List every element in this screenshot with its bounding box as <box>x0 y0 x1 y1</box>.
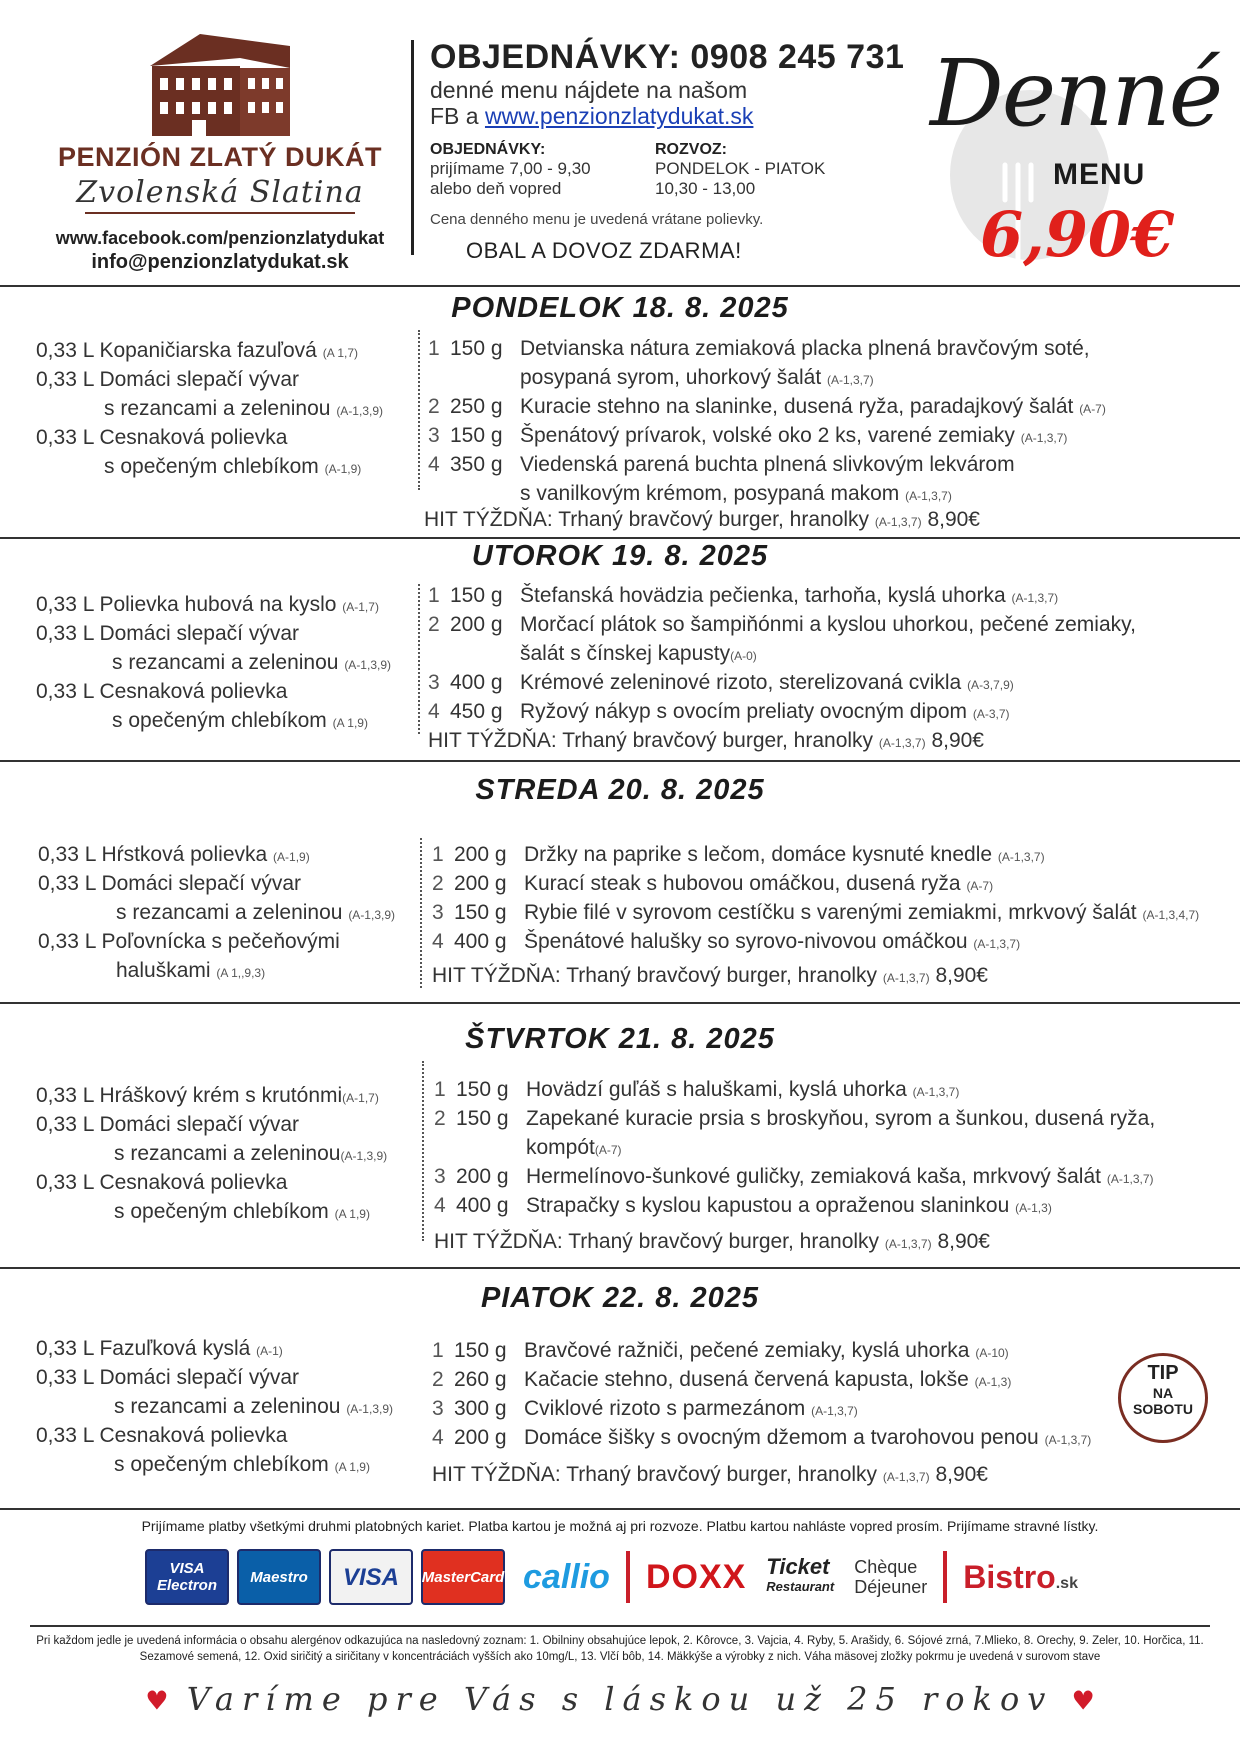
main-number: 3 <box>432 901 444 924</box>
main-weight: 450 g <box>450 700 503 723</box>
logo-block <box>40 28 400 274</box>
main-item <box>428 334 1218 363</box>
soup-item <box>36 365 416 394</box>
day-title: PIATOK 22. 8. 2025 <box>480 1282 760 1314</box>
orders-col1-title: OBJEDNÁVKY: <box>430 141 546 158</box>
main-item-cont <box>428 479 1218 508</box>
day-title: ŠTVRTOK 21. 8. 2025 <box>465 1023 775 1055</box>
doxx-logo: DOXX <box>645 1557 747 1596</box>
dotted-divider <box>418 584 420 734</box>
main-text: Zapekané kuracie prsia s broskyňou, syrom a šunkou, dusená ryža, <box>526 1107 1156 1130</box>
ticket-restaurant-logo <box>766 1554 835 1597</box>
callio-logo: callio <box>523 1557 610 1596</box>
orders-col1-line1: prijímame 7,00 - 9,30 <box>430 159 591 178</box>
main-weight: 150 g <box>450 584 503 607</box>
email-link[interactable]: info@penzionzlatydukat.sk <box>91 251 349 273</box>
main-text: Detvianska nátura zemiaková placka plnená bravčovým soté, <box>520 337 1090 360</box>
allergens: (A-1,3,9) <box>336 404 383 418</box>
orders-phone: OBJEDNÁVKY: 0908 245 731 <box>430 38 905 76</box>
soup-item <box>38 869 418 898</box>
soup-item <box>36 619 416 648</box>
main-number: 1 <box>432 1339 444 1362</box>
main-weight: 150 g <box>450 337 503 360</box>
section-divider <box>0 537 1240 539</box>
main-item <box>434 1104 1224 1133</box>
allergens: (A 1,9) <box>334 1207 370 1221</box>
allergens: (A-7) <box>966 879 994 893</box>
main-text: Hovädzí guľáš s haluškami, kyslá uhorka <box>526 1078 907 1101</box>
allergens: (A-1,3,7) <box>912 1085 960 1099</box>
soup-item <box>36 1334 416 1363</box>
main-number: 4 <box>434 1194 446 1217</box>
orders-line2-prefix: FB a <box>430 103 485 129</box>
allergens: (A-1,3,7) <box>997 850 1045 864</box>
soup-item-cont <box>36 648 416 677</box>
soup-item-cont <box>36 706 416 735</box>
main-weight: 150 g <box>450 424 503 447</box>
hit-text: HIT TÝŽDŇA: Trhaný bravčový burger, hranolky <box>428 729 874 752</box>
soup-text: s opečeným chlebíkom <box>104 455 319 478</box>
soup-item <box>36 1421 416 1450</box>
main-text: Špenátový prívarok, volské oko 2 ks, varené zemiaky <box>520 424 1015 447</box>
daily-menu-label: MENU <box>1053 158 1146 191</box>
allergens: (A-10) <box>975 1346 1009 1360</box>
allergens: (A-1,3,9) <box>346 1402 393 1416</box>
day-title: PONDELOK 18. 8. 2025 <box>451 292 789 324</box>
main-item <box>428 697 1218 726</box>
soup-item <box>36 1110 416 1139</box>
main-number: 1 <box>428 337 440 360</box>
allergens: (A-1,3,4,7) <box>1142 908 1200 922</box>
allergens: (A-1) <box>256 1344 283 1358</box>
main-weight: 300 g <box>454 1397 507 1420</box>
logo-underline <box>85 212 355 214</box>
allergens: (A-1,3) <box>974 1375 1012 1389</box>
main-item <box>432 869 1222 898</box>
main-number: 4 <box>428 453 440 476</box>
slogan <box>0 1680 1240 1718</box>
cheque-line1: Chèque <box>854 1557 918 1577</box>
hit-of-week <box>432 961 988 991</box>
main-text: posypaná syrom, uhorkový šalát <box>520 366 822 389</box>
soup-item <box>36 677 416 706</box>
soup-item-cont <box>36 1139 416 1168</box>
main-item-cont <box>428 363 1218 392</box>
hit-text: HIT TÝŽDŇA: Trhaný bravčový burger, hranolky <box>432 1463 878 1486</box>
main-item <box>434 1162 1224 1191</box>
day-title: UTOROK 19. 8. 2025 <box>471 540 769 572</box>
main-number: 2 <box>428 613 440 636</box>
main-text: Kuracie stehno na slaninke, dusená ryža, paradajkový šalát <box>520 395 1074 418</box>
hit-of-week <box>434 1227 990 1257</box>
main-number: 2 <box>432 1368 444 1391</box>
bistro-label: Bistro <box>963 1558 1056 1595</box>
soup-item <box>38 840 418 869</box>
heart-icon: ♥ <box>145 1686 169 1717</box>
dotted-divider <box>418 330 420 490</box>
heart-icon: ♥ <box>1071 1686 1095 1717</box>
main-item <box>428 450 1218 479</box>
main-weight: 260 g <box>454 1368 507 1391</box>
orders-col-ordering <box>430 141 655 199</box>
tip-line2: NA <box>1152 1385 1174 1401</box>
allergens: (A-1,3,7) <box>973 937 1021 951</box>
main-number: 4 <box>432 930 444 953</box>
main-item-cont <box>434 1133 1224 1162</box>
day-title: STREDA 20. 8. 2025 <box>475 774 765 806</box>
allergens: (A-1,9) <box>324 462 362 476</box>
allergens: (A-1,3,9) <box>340 1149 388 1163</box>
main-item <box>432 1423 1222 1452</box>
soup-item-cont <box>38 956 418 985</box>
main-text: Špenátové halušky so syrovo-nivovou omáčkou <box>524 930 968 953</box>
daily-menu-badge <box>930 30 1220 280</box>
main-item <box>428 668 1218 697</box>
main-text: Strapačky s kyslou kapustou a opraženou slaninkou <box>526 1194 1010 1217</box>
main-weight: 200 g <box>456 1165 509 1188</box>
hit-of-week <box>432 1460 988 1490</box>
tip-for-saturday-badge <box>1118 1353 1208 1443</box>
allergens: (A-1,3,7) <box>905 489 952 503</box>
soup-item-cont <box>36 1450 416 1479</box>
main-number: 1 <box>428 584 440 607</box>
soup-text: s rezancami a zeleninou <box>112 651 339 674</box>
main-text: Kačacie stehno, dusená červená kapusta, lokše <box>524 1368 969 1391</box>
dotted-divider <box>420 838 422 988</box>
main-number: 3 <box>434 1165 446 1188</box>
main-number: 4 <box>432 1426 444 1449</box>
main-text: Štefanská hovädzia pečienka, tarhoňa, kyslá uhorka <box>520 584 1006 607</box>
orders-block <box>430 38 950 264</box>
mains-list <box>428 334 1218 508</box>
logo-place: Zvolenská Slatina <box>76 175 364 210</box>
slogan-text: Varíme pre Vás s láskou už 25 rokov <box>186 1680 1054 1718</box>
orders-col2-line1: PONDELOK - PIATOK <box>655 159 826 178</box>
soup-item <box>36 336 416 365</box>
soup-item <box>36 423 416 452</box>
section-divider <box>0 1508 1240 1510</box>
soup-item <box>38 927 418 956</box>
section-divider <box>0 1002 1240 1004</box>
ticket-sub-label: Restaurant <box>766 1579 835 1594</box>
mains-list <box>432 840 1222 956</box>
main-text: Rybie filé v syrovom cestíčku s varenými zemiakmi, mrkvový šalát <box>524 901 1137 924</box>
main-text: Hermelínovo-šunkové guličky, zemiaková kaša, mrkvový šalát <box>526 1165 1101 1188</box>
soup-item <box>36 1081 416 1110</box>
main-item <box>432 1336 1222 1365</box>
main-number: 1 <box>434 1078 446 1101</box>
allergen-note: Pri každom jedle je uvedená informácia o obsahu alergénov odkazujúca na nasledovný zoznam: 1. Obilniny obsahujúce lepok, 2. Kôrovce, 3. Vajcia, 4. Ryby, 5. Arašidy, 6. Sójové zrná, 7.Mlieko, 8. Orechy, 9. Zeler, 10. Horčica, 11. Sezamové semená, 12. Oxid siričitý a siričitany v koncentráciách vyšších ako 10mg/L, 13. Vlčí bôb, 14. Mäkkýše a výrobky z nich. Váha mäsovej zložky pokrmu je uvedená v surovom stave <box>30 1625 1210 1665</box>
main-text: Kurací steak s hubovou omáčkou, dusená ryža <box>524 872 961 895</box>
menu-price: 6,90€ <box>980 198 1175 271</box>
allergens: (A-1,7) <box>342 1091 379 1105</box>
allergens: (A-1,3,7) <box>1011 591 1059 605</box>
main-item <box>428 610 1218 639</box>
allergens: (A-1,3,9) <box>348 908 395 922</box>
soup-text: s rezancami a zeleninou <box>114 1142 341 1165</box>
soup-item-cont <box>36 1392 416 1421</box>
soup-item <box>36 590 416 619</box>
allergens: (A-1,9) <box>273 850 310 864</box>
main-item <box>428 581 1218 610</box>
allergens: (A-1,3,7) <box>874 515 922 529</box>
soups-list <box>36 336 416 481</box>
hit-text: HIT TÝŽDŇA: Trhaný bravčový burger, hranolky <box>424 508 870 531</box>
main-weight: 400 g <box>454 930 507 953</box>
main-item <box>428 392 1218 421</box>
main-item <box>432 927 1222 956</box>
orders-col2-title: ROZVOZ: <box>655 141 727 158</box>
soups-list <box>36 590 416 735</box>
soup-text: s rezancami a zeleninou <box>114 1395 341 1418</box>
soup-text: 0,33 L Cesnaková polievka <box>36 680 288 703</box>
soup-text: 0,33 L Kopaničiarska fazuľová <box>36 339 317 362</box>
allergens: (A 1,,9,3) <box>216 966 266 980</box>
main-weight: 150 g <box>456 1078 509 1101</box>
main-weight: 150 g <box>456 1107 509 1130</box>
hit-price: 8,90€ <box>927 508 980 531</box>
main-item <box>434 1191 1224 1220</box>
orders-line2 <box>430 103 950 129</box>
soup-text: s rezancami a zeleninou <box>116 901 343 924</box>
allergens: (A-1,3) <box>1015 1201 1052 1215</box>
soup-text: 0,33 L Fazuľková kyslá <box>36 1337 251 1360</box>
orders-col1-line2: alebo deň vopred <box>430 179 562 198</box>
allergens: (A-1,3,9) <box>344 658 391 672</box>
free-delivery-note: OBAL A DOVOZ ZDARMA! <box>466 238 742 263</box>
main-item <box>432 1365 1222 1394</box>
main-text: Domáce šišky s ovocným džemom a tvarohovou penou <box>524 1426 1039 1449</box>
header <box>0 0 1240 285</box>
mastercard-logo: MasterCard <box>421 1549 505 1605</box>
hit-price: 8,90€ <box>935 1463 988 1486</box>
website-link[interactable]: www.penzionzlatydukat.sk <box>484 103 754 129</box>
soups-list <box>38 840 418 985</box>
main-number: 2 <box>434 1107 446 1130</box>
main-item <box>432 1394 1222 1423</box>
main-weight: 350 g <box>450 453 503 476</box>
main-item <box>432 898 1222 927</box>
logo-name: PENZIÓN ZLATÝ DUKÁT <box>58 142 382 172</box>
main-weight: 400 g <box>456 1194 509 1217</box>
soup-text: 0,33 L Domáci slepačí vývar <box>38 872 302 895</box>
main-weight: 200 g <box>454 1426 507 1449</box>
allergens: (A-1,3,7) <box>882 971 930 985</box>
allergens: (A-1,3,7) <box>1044 1433 1092 1447</box>
main-weight: 250 g <box>450 395 503 418</box>
main-item <box>432 840 1222 869</box>
logo-divider <box>626 1551 630 1603</box>
main-number: 3 <box>428 671 440 694</box>
main-weight: 150 g <box>454 901 507 924</box>
hit-of-week <box>428 726 984 756</box>
soup-text: 0,33 L Cesnaková polievka <box>36 1171 288 1194</box>
main-number: 2 <box>432 872 444 895</box>
main-weight: 200 g <box>454 872 507 895</box>
soup-text: 0,33 L Cesnaková polievka <box>36 426 288 449</box>
orders-line1: denné menu nájdete na našom <box>430 77 748 103</box>
logo-divider <box>943 1551 947 1603</box>
allergens: (A-1,3,7) <box>827 373 874 387</box>
payment-logos <box>145 1547 1225 1607</box>
day-monday <box>0 290 1240 535</box>
allergens: (A-1,3,7) <box>882 1470 930 1484</box>
visa-electron-logo: VISA Electron <box>145 1549 229 1605</box>
main-weight: 200 g <box>450 613 503 636</box>
allergens: (A-0) <box>730 649 757 663</box>
main-text: Viedenská parená buchta plnená slivkovým lekvárom <box>520 453 1015 476</box>
allergens: (A-1,3,7) <box>878 736 926 750</box>
soup-text: 0,33 L Domáci slepačí vývar <box>36 1366 300 1389</box>
soup-item-cont <box>36 452 416 481</box>
header-divider <box>411 40 414 255</box>
main-number: 3 <box>432 1397 444 1420</box>
main-number: 4 <box>428 700 440 723</box>
tip-line3: SOBOTU <box>1133 1401 1193 1417</box>
main-number: 1 <box>432 843 444 866</box>
orders-col-delivery <box>655 141 880 199</box>
mains-list <box>432 1336 1222 1452</box>
soups-list <box>36 1081 416 1226</box>
building-logo-icon <box>140 28 300 138</box>
hit-price: 8,90€ <box>937 1230 990 1253</box>
soup-text: haluškami <box>116 959 211 982</box>
soup-text: 0,33 L Cesnaková polievka <box>36 1424 288 1447</box>
main-item <box>434 1075 1224 1104</box>
facebook-link[interactable]: www.facebook.com/penzionzlatydukat <box>55 228 385 248</box>
main-text: Bravčové ražniči, pečené zemiaky, kyslá uhorka <box>524 1339 970 1362</box>
allergens: (A-1,7) <box>342 600 379 614</box>
soup-item-cont <box>36 394 416 423</box>
allergens: (A-1,3,7) <box>884 1237 932 1251</box>
soup-text: 0,33 L Domáci slepačí vývar <box>36 368 300 391</box>
allergens: (A-7) <box>594 1143 622 1157</box>
cheque-line2: Déjeuner <box>854 1577 928 1597</box>
soup-text: s opečeným chlebíkom <box>114 1453 329 1476</box>
allergens: (A-1,3,7) <box>1106 1172 1154 1186</box>
main-text: Cviklové rizoto s parmezánom <box>524 1397 806 1420</box>
hit-text: HIT TÝŽDŇA: Trhaný bravčový burger, hranolky <box>434 1230 880 1253</box>
section-divider <box>0 285 1240 287</box>
main-text: Ryžový nákyp s ovocím preliaty ovocným dipom <box>520 700 967 723</box>
soup-text: 0,33 L Hráškový krém s krutónmi <box>36 1084 343 1107</box>
main-weight: 400 g <box>450 671 503 694</box>
allergens: (A-1,3,7) <box>1020 431 1068 445</box>
main-text: Držky na paprike s lečom, domáce kysnuté knedle <box>524 843 993 866</box>
main-weight: 150 g <box>454 1339 507 1362</box>
main-item <box>428 421 1218 450</box>
soup-text: s rezancami a zeleninou <box>104 397 331 420</box>
hit-price: 8,90€ <box>935 964 988 987</box>
main-number: 2 <box>428 395 440 418</box>
main-text: Krémové zeleninové rizoto, sterelizovaná cvikla <box>520 671 962 694</box>
main-number: 3 <box>428 424 440 447</box>
allergens: (A-3,7,9) <box>967 678 1014 692</box>
allergens: (A-3,7) <box>972 707 1010 721</box>
day-tuesday <box>0 540 1240 755</box>
bistro-logo <box>963 1559 1078 1596</box>
main-weight: 200 g <box>454 843 507 866</box>
payments-note: Prijímame platby všetkými druhmi platobných kariet. Platba kartou je možná aj pri rozvoze. Platbu kartou nahláste vopred prosím. Prijímame stravné lístky. <box>141 1518 1099 1534</box>
mains-list <box>428 581 1218 726</box>
hit-of-week <box>424 505 980 535</box>
bistro-sk-label: .sk <box>1055 1574 1078 1592</box>
allergens: (A 1,9) <box>332 716 368 730</box>
orders-col2-line2: 10,30 - 13,00 <box>655 179 756 198</box>
main-text: s vanilkovým krémom, posypaná makom <box>520 482 900 505</box>
price-note: Cena denného menu je uvedená vrátane polievky. <box>430 211 764 228</box>
section-divider <box>0 1267 1240 1269</box>
soup-text: 0,33 L Hŕstková polievka <box>38 843 268 866</box>
ticket-label: Ticket <box>766 1554 830 1579</box>
allergens: (A-7) <box>1079 402 1106 416</box>
day-wednesday <box>0 762 1240 1000</box>
soup-text: 0,33 L Domáci slepačí vývar <box>36 1113 300 1136</box>
main-text: šalát s čínskej kapusty <box>520 642 731 665</box>
soup-text: s opečeným chlebíkom <box>112 709 327 732</box>
dotted-divider <box>422 1061 424 1241</box>
allergens: (A 1,7) <box>322 346 359 360</box>
hit-price: 8,90€ <box>931 729 984 752</box>
soup-item-cont <box>38 898 418 927</box>
main-item-cont <box>428 639 1218 668</box>
soup-text: 0,33 L Poľovnícka s pečeňovými <box>38 930 340 953</box>
day-thursday <box>0 1005 1240 1265</box>
orders-columns <box>430 141 950 199</box>
soup-text: 0,33 L Polievka hubová na kyslo <box>36 593 337 616</box>
soups-list <box>36 1334 416 1479</box>
mains-list <box>434 1075 1224 1220</box>
soup-item-cont <box>36 1197 416 1226</box>
soup-item <box>36 1168 416 1197</box>
soup-text: 0,33 L Domáci slepačí vývar <box>36 622 300 645</box>
soup-item <box>36 1363 416 1392</box>
daily-title: Denné <box>930 40 1222 147</box>
allergens: (A-1,3,7) <box>811 1404 858 1418</box>
main-text: Morčací plátok so šampiňónmi a kyslou uhorkou, pečené zemiaky, <box>520 613 1136 636</box>
hit-text: HIT TÝŽDŇA: Trhaný bravčový burger, hranolky <box>432 964 878 987</box>
maestro-logo: Maestro <box>237 1549 321 1605</box>
main-text: kompót <box>526 1136 595 1159</box>
cheque-dejeuner-logo <box>854 1557 927 1597</box>
allergens: (A 1,9) <box>334 1460 370 1474</box>
visa-logo: VISA <box>329 1549 413 1605</box>
soup-text: s opečeným chlebíkom <box>114 1200 329 1223</box>
day-friday <box>0 1270 1240 1505</box>
tip-line1: TIP <box>1147 1362 1179 1384</box>
